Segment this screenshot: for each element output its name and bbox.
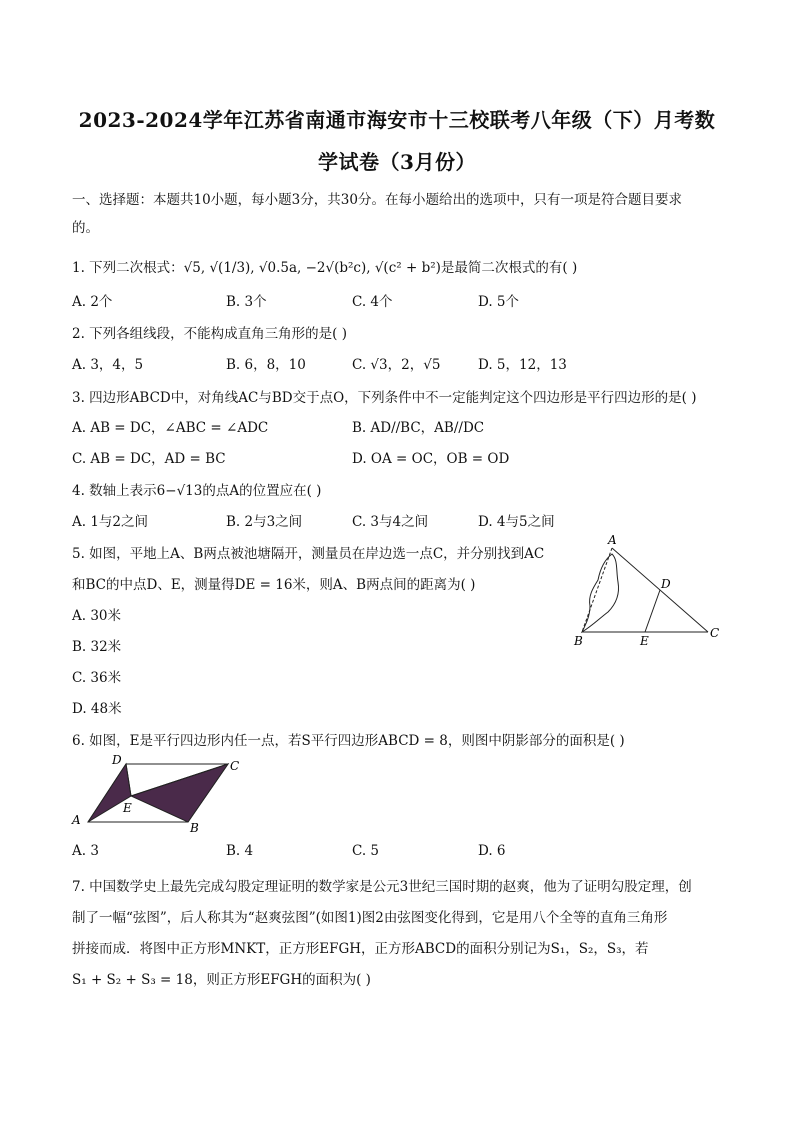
question-2-option-c[interactable]: C. √3，2，√5 (352, 357, 441, 373)
question-7-line4: S₁ + S₂ + S₃ = 18，则正方形EFGH的面积为( ) (72, 972, 371, 988)
question-3-stem: 3. 四边形ABCD中，对角线AC与BD交于点O，下列条件中不一定能判定这个四边形是平行四边形的是( ) (72, 390, 697, 406)
question-7-line3: 拼接而成．将图中正方形MNKT，正方形EFGH，正方形ABCD的面积分别记为S₁，S₂，S₃，若 (72, 941, 649, 957)
question-4-option-d[interactable]: D. 4与5之间 (478, 514, 555, 530)
label-b: B (190, 821, 199, 834)
question-4-option-c[interactable]: C. 3与4之间 (352, 514, 429, 530)
pond-shape (582, 554, 619, 632)
question-3-option-b[interactable]: B. AD//BC，AB//DC (352, 420, 485, 436)
question-5-option-c[interactable]: C. 36米 (72, 670, 122, 686)
label-a: A (608, 534, 617, 547)
question-1-option-d[interactable]: D. 5个 (478, 294, 520, 310)
question-1-stem: 1. 下列二次根式：√5, √(1/3), √0.5a, −2√(b²c), √(c² + b²)是最简二次根式的有( ) (72, 260, 578, 276)
question-2-option-a[interactable]: A. 3，4，5 (72, 357, 144, 373)
question-1-option-a[interactable]: A. 2个 (72, 294, 113, 310)
question-6-stem: 6. 如图，E是平行四边形内任一点，若S平行四边形ABCD = 8，则图中阴影部分的面积是( ) (72, 733, 625, 749)
question-6-figure (68, 752, 248, 834)
shaded-triangle-bce (131, 764, 228, 822)
question-1-option-c[interactable]: C. 4个 (352, 294, 393, 310)
question-2-option-b[interactable]: B. 6，8，10 (226, 357, 306, 373)
section-instructions-line1: 一、选择题：本题共10小题，每小题3分，共30分。在每小题给出的选项中，只有一项是符合题目要求 (72, 192, 682, 208)
question-3-option-d[interactable]: D. OA = OC，OB = OD (352, 451, 510, 467)
question-6-option-c[interactable]: C. 5 (352, 843, 380, 859)
label-c: C (710, 626, 720, 640)
question-7-line1: 7. 中国数学史上最先完成勾股定理证明的数学家是公元3世纪三国时期的赵爽，他为了证明勾股定理，创 (72, 879, 692, 895)
label-d: D (661, 577, 671, 591)
question-6-option-a[interactable]: A. 3 (72, 843, 99, 859)
question-5-figure (560, 534, 736, 650)
question-5-option-a[interactable]: A. 30米 (72, 608, 122, 624)
label-a: A (72, 813, 81, 827)
question-5-option-d[interactable]: D. 48米 (72, 701, 122, 717)
question-1-option-b[interactable]: B. 3个 (226, 294, 267, 310)
question-3-option-a[interactable]: A. AB = DC，∠ABC = ∠ADC (72, 420, 269, 436)
section-instructions-line2: 的。 (72, 220, 99, 236)
question-7-line2: 制了一幅“弦图”，后人称其为“赵爽弦图”(如图1)图2由弦图变化得到，它是用八个全等的直角三角形 (72, 910, 668, 926)
line-de (645, 590, 660, 632)
question-3-option-c[interactable]: C. AB = DC，AD = BC (72, 451, 226, 467)
label-b: B (574, 634, 583, 648)
label-e: E (123, 801, 132, 815)
question-2-option-d[interactable]: D. 5，12，13 (478, 357, 567, 373)
label-d: D (112, 753, 122, 767)
question-4-stem: 4. 数轴上表示6−√13的点A的位置应在( ) (72, 483, 322, 499)
line-ab-dashed (582, 548, 612, 632)
label-e: E (640, 634, 649, 648)
label-c: C (230, 759, 240, 773)
question-4-option-a[interactable]: A. 1与2之间 (72, 514, 149, 530)
exam-title-line1: 2023-2024学年江苏省南通市海安市十三校联考八年级（下）月考数 (78, 108, 716, 132)
question-5-option-b[interactable]: B. 32米 (72, 639, 122, 655)
question-5-stem-line2: 和BC的中点D、E，测量得DE = 16米，则A、B两点间的距离为( ) (72, 577, 476, 593)
question-6-option-d[interactable]: D. 6 (478, 843, 506, 859)
question-5-stem-line1: 5. 如图，平地上A、B两点被池塘隔开，测量员在岸边选一点C，并分别找到AC (72, 546, 545, 562)
question-6-option-b[interactable]: B. 4 (226, 843, 254, 859)
question-4-option-b[interactable]: B. 2与3之间 (226, 514, 303, 530)
question-2-stem: 2. 下列各组线段，不能构成直角三角形的是( ) (72, 326, 347, 342)
exam-title-line2: 学试卷（3月份） (318, 150, 476, 174)
